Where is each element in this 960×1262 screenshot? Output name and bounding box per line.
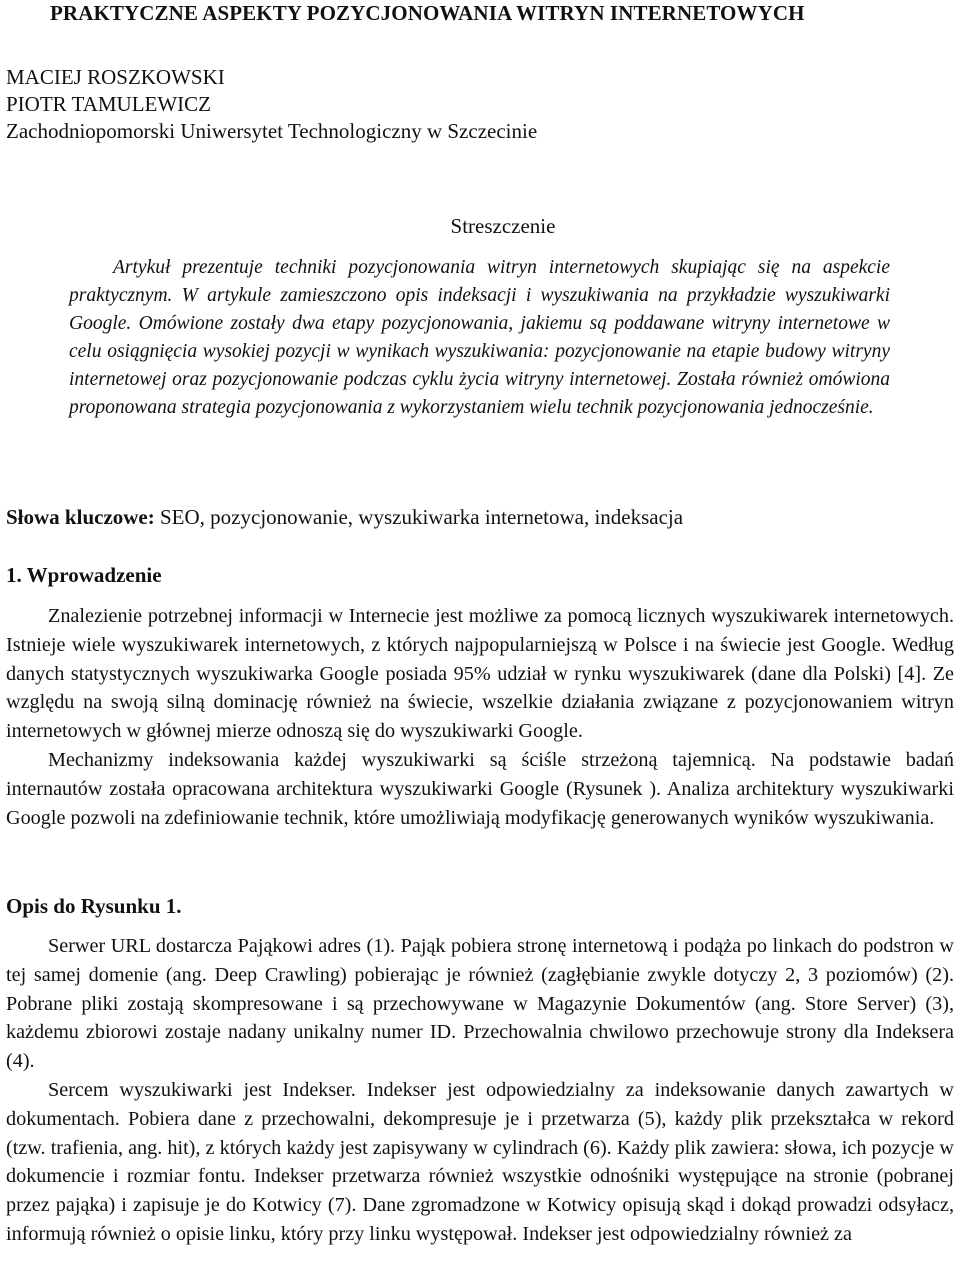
section-body-introduction [6, 602, 954, 832]
keywords-value: SEO, pozycjonowanie, wyszukiwarka internetowa, indeksacja [154, 505, 684, 529]
section-heading-introduction: 1. Wprowadzenie [6, 563, 162, 587]
author-affiliation: Zachodniopomorski Uniwersytet Technologiczny w Szczecinie [6, 119, 538, 143]
paragraph: Serwer URL dostarcza Pająkowi adres (1). Pająk pobiera stronę internetową i podąża po linkach do podstron w tej samej domenie (ang. Deep Crawling) pobierając je również (zagłębianie zwykle dotyczy 2, 3 poziomów) (2). Pobrane pliki zostają skompresowane i są przechowywane w Magazynie Dokumentów (ang. Store Server) (3), każdemu zbiorowi zostaje nadany unikalny numer ID. Przechowalnia chwilowo przechowuje strony dla Indeksera (4). [6, 935, 954, 1073]
author-name: MACIEJ ROSZKOWSKI [6, 65, 225, 89]
paragraph: Sercem wyszukiwarki jest Indekser. Indekser jest odpowiedzialny za indeksowanie danych zawartych w dokumentach. Pobiera dane z przechowalni, dekompresuje je i przetwarza (5), każdy plik przekształca w rekord (tzw. trafienia, ang. hit), z których każdy jest zapisywany w cylindrach (6). Każdy plik zawiera: słowa, ich pozycje w dokumencie i rozmiar fontu. Indekser przetwarza również wszystkie odnośniki występujące na stronie (pobranej przez pająka) i zapisuje je do Kotwicy (7). Dane zgromadzone w Kotwicy opisują skąd i dokąd prowadzi odsyłacz, informują również o opisie linku, który przy linku występował. Indekser jest odpowiedzialny również za [6, 1078, 954, 1245]
author-name: PIOTR TAMULEWICZ [6, 92, 211, 116]
paragraph: Mechanizmy indeksowania każdej wyszukiwarki są ściśle strzeżoną tajemnicą. Na podstawie badań internautów została opracowana architektura wyszukiwarki Google (Rysunek ). Analiza architektury wyszukiwarki Google pozwoli na zdefiniowanie technik, które umożliwiają modyfikację generowanych wyników wyszukiwania. [6, 748, 954, 829]
abstract-heading: Streszczenie [450, 214, 556, 238]
abstract-text: Artykuł prezentuje techniki pozycjonowania witryn internetowych skupiając się na aspekcie praktycznym. W artykule zamieszczono opis indeksacji i wyszukiwania na przykładzie wyszukiwarki Google. Omówione zostały dwa etapy pozycjonowania, jakiemu są poddawane witryny internetowe w celu osiągnięcia wysokiej pozycji w wynikach wyszukiwania: pozycjonowanie na etapie budowy witryny internetowej oraz pozycjonowanie podczas cyklu życia witryny internetowej. Została również omówiona proponowana strategia pozycjonowania z wykorzystaniem wielu technik pozycjonowania jednocześnie. [69, 257, 890, 418]
author-block [6, 64, 537, 145]
keywords-label: Słowa kluczowe: [6, 505, 155, 529]
section-heading-figure-description: Opis do Rysunku 1. [6, 894, 182, 918]
section-body-figure-description [6, 932, 954, 1249]
keywords-line [6, 503, 946, 531]
paper-title: PRAKTYCZNE ASPEKTY POZYCJONOWANIA WITRYN INTERNETOWYCH [50, 1, 805, 25]
paragraph: Znalezienie potrzebnej informacji w Internecie jest możliwe za pomocą licznych wyszukiwarek internetowych. Istnieje wiele wyszukiwarek internetowych, z których najpopularniejszą w Polsce i na świecie jest Google. Według danych statystycznych wyszukiwarka Google posiada 95% udział w rynku wyszukiwarek (dane dla Polski) [4]. Ze względu na swoją silną dominację również na świecie, wszelkie działania związane z pozycjonowaniem witryn internetowych w głównej mierze odnoszą się do wyszukiwarki Google. [6, 605, 954, 743]
